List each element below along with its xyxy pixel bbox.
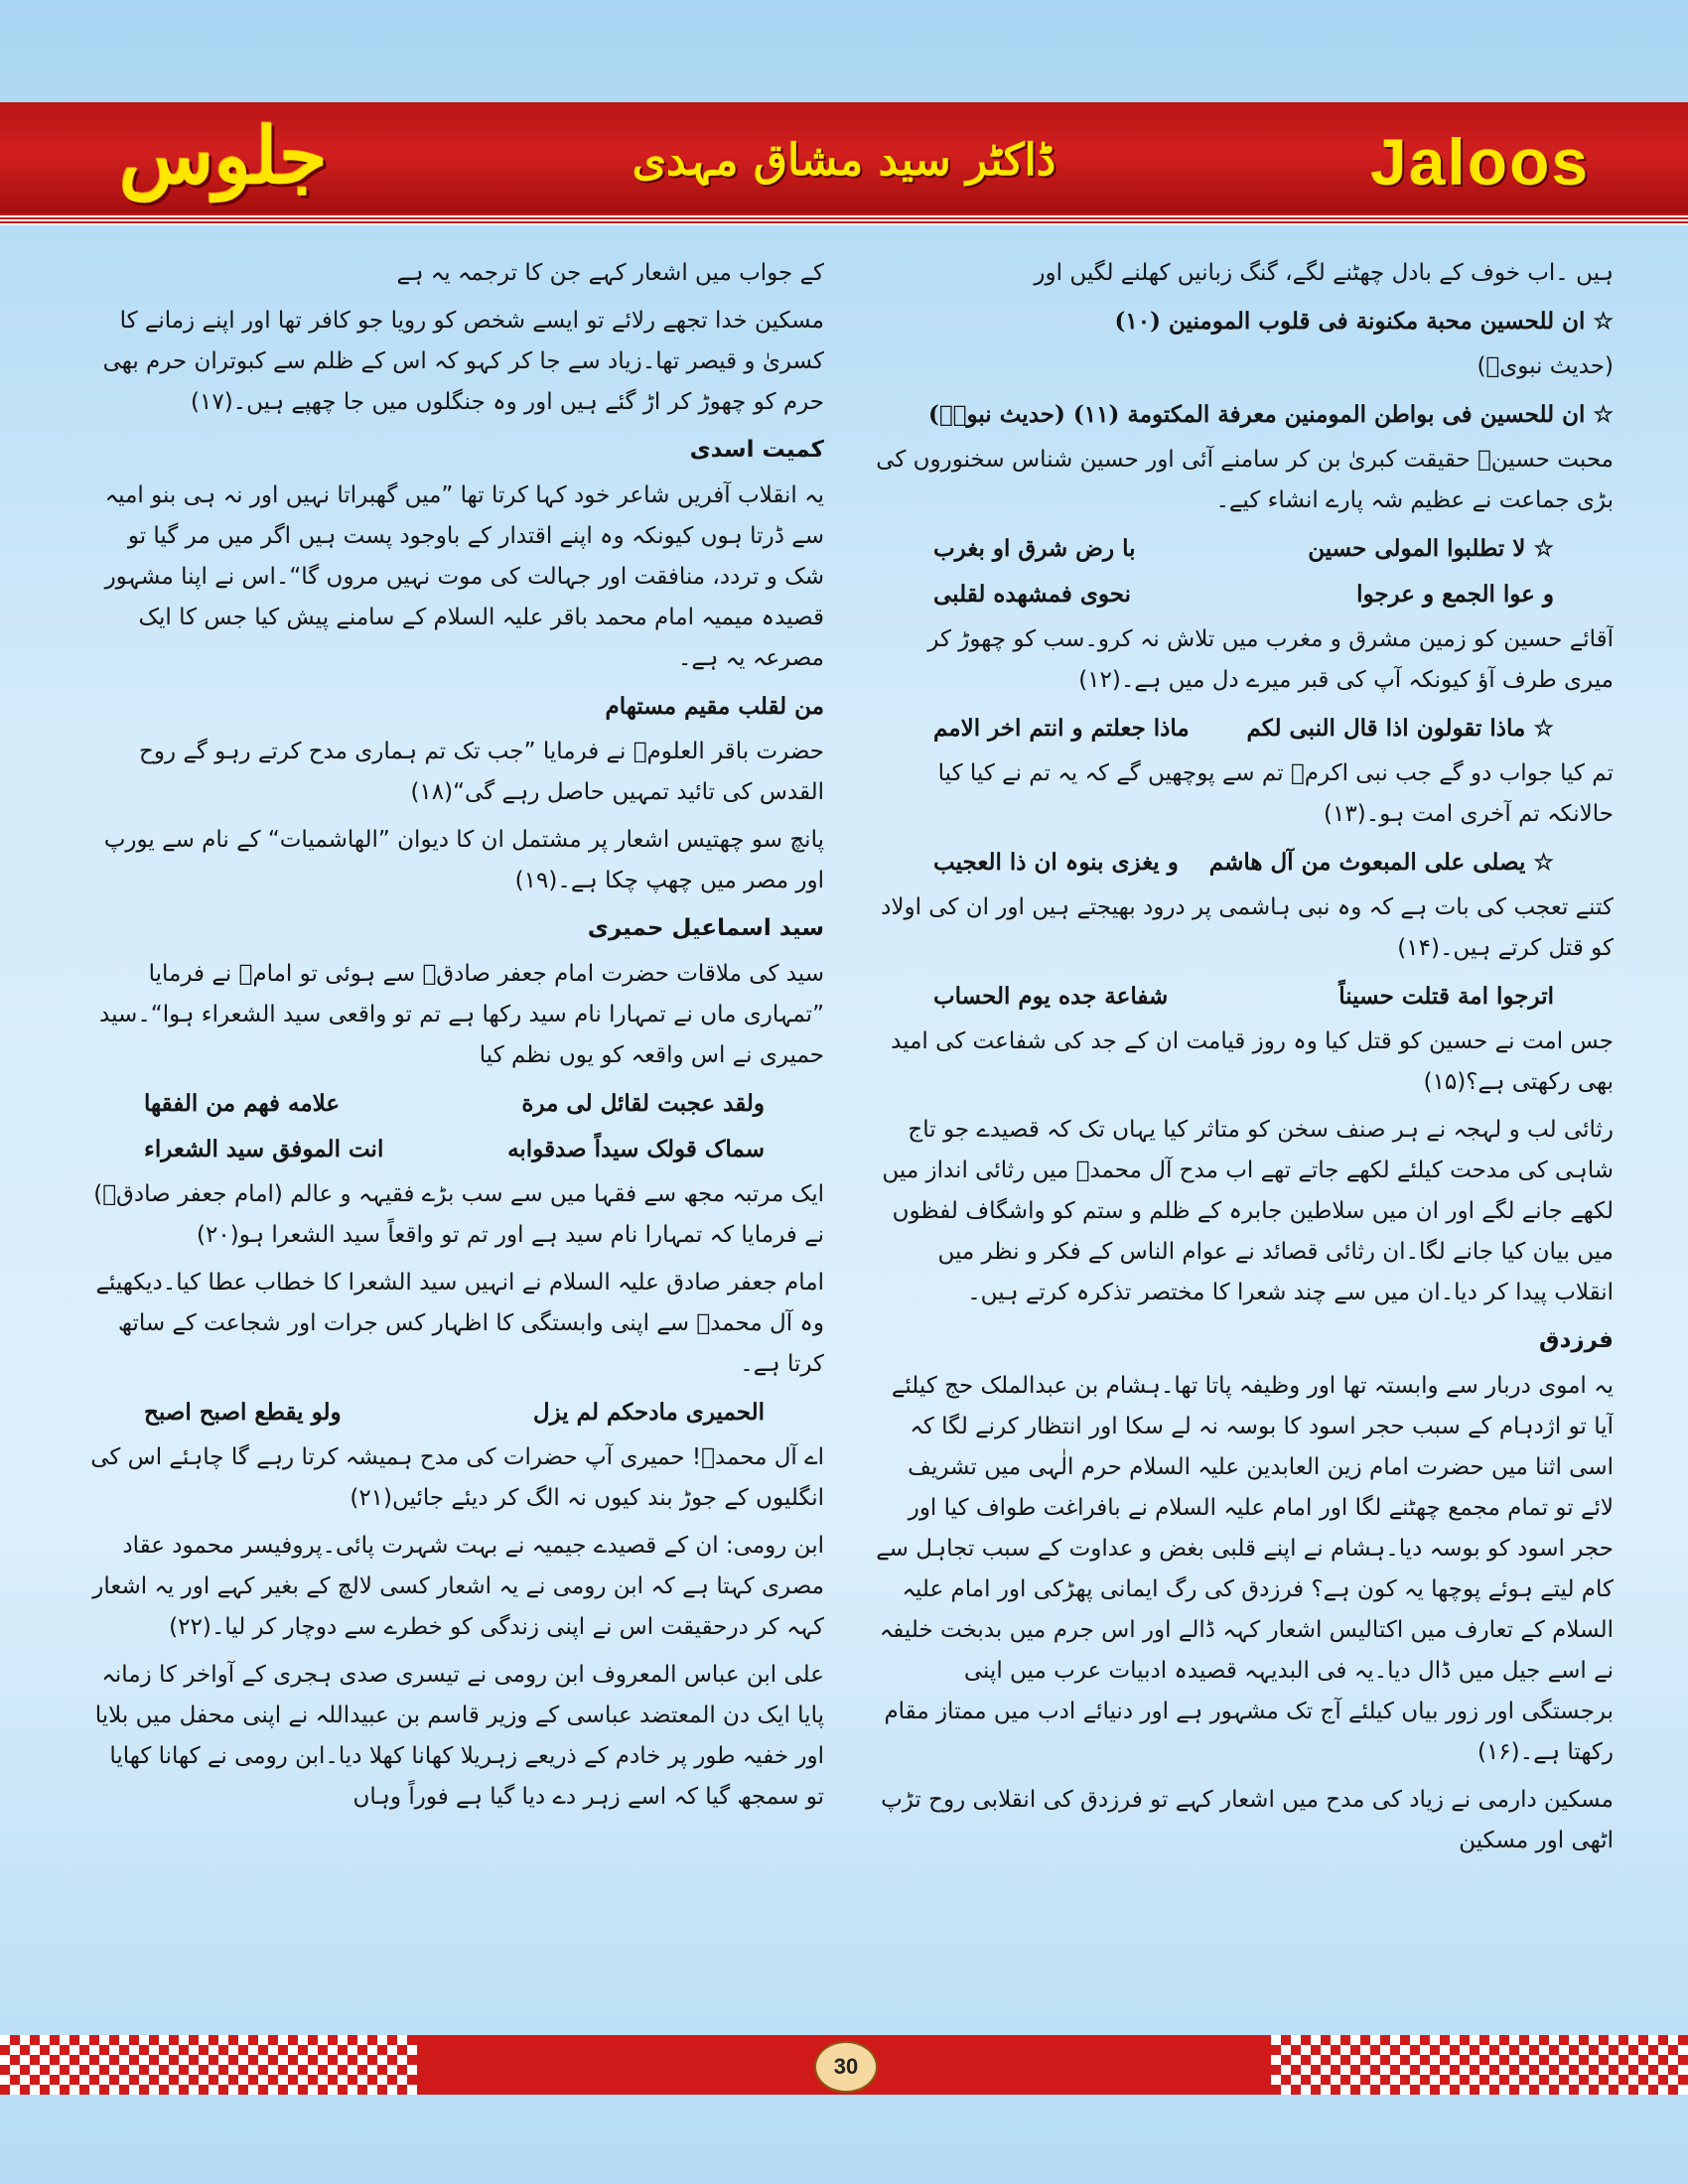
verse-hemistich: ☆ ماذا تقولون اذا قال النبی لکم: [1246, 715, 1554, 742]
arabic-verse: [874, 574, 1614, 614]
paragraph: حضرت باقر العلومؑ نے فرمایا ”جب تک تم ہماری مدح کرتے رہو گے روح القدس کی تائید تمہیں حاصل رہے گی“(۱۸): [139, 739, 824, 805]
verse-hemistich: و یغزی بنوہ ان ذا العجیب: [933, 849, 1179, 876]
verse-hemistich: با رض شرق او بغرب: [933, 535, 1136, 562]
verse-hemistich: الحمیری مادحکم لم یزل: [532, 1399, 765, 1426]
verse-hemistich: ولو یقطع اصبح اصبح: [144, 1399, 342, 1426]
verse-hemistich: علامه فهم من الفقها: [144, 1090, 341, 1117]
arabic-verse: [84, 1129, 824, 1169]
section-heading: فرزدق: [1539, 1327, 1614, 1353]
verse-hemistich: شفاعة جده یوم الحساب: [933, 983, 1169, 1010]
paragraph: امام جعفر صادق علیہ السلام نے انہیں سید الشعرا کا خطاب عطا کیا۔دیکھیئے وہ آل محمدؐ سے اپنی وابستگی کا اظہار کس جرات اور شجاعت کے ساتھ کرتا ہے۔: [95, 1270, 824, 1377]
paragraph: کتنے تعجب کی بات ہے کہ وہ نبی ہاشمی پر درود بھیجتے ہیں اور ان کی اولاد کو قتل کرتے ہیں۔(۱۴): [881, 894, 1614, 961]
paragraph: یہ اموی دربار سے وابستہ تھا اور وظیفہ پاتا تھا۔ہشام بن عبدالملک حج کیلئے آیا تو اژدہام کے سبب حجر اسود کا بوسہ نہ لے سکا اور انتظار کرنے لگا کہ اسی اثنا میں حضرت امام زین العابدین علیہ السلام حرم الٰہی میں تشریف لائے تو تمام مجمع چھٹنے لگا اور امام علیہ السلام نے بافراغت طواف کیا اور حجر اسود کو بوسہ دیا۔ہشام نے اپنے قلبی بغض و عداوت کے سبب تجاہل سے کام لیتے ہوئے پوچھا یہ کون ہے؟ فرزدق کی رگ ایمانی پھڑکی اور امام علیہ السلام کے تعارف میں اکتالیس اشعار کہہ ڈالے اور اس جرم میں بدبخت خلیفہ نے اسے جیل میں ڈال دیا۔یہ فی البدیہہ قصیدہ ادبیات عرب میں اپنی برجستگی اور زور بیاں کیلئے آج تک مشہور ہے اور دنیائے ادب میں ممتاز مقام رکھتا ہے۔(۱۶): [876, 1373, 1614, 1765]
verse-hemistich: و عوا الجمع و عرجوا: [1356, 581, 1554, 608]
magazine-logo-english: Jaloos: [1370, 125, 1591, 199]
article-column-left: [84, 253, 824, 2010]
verse-hemistich: ☆ لا تطلبوا المولی حسین: [1308, 535, 1554, 562]
arabic-quote: من لقلب مقیم مستهام: [605, 693, 824, 720]
page-number: 30: [814, 2041, 878, 2093]
verse-hemistich: سماک قولک سیداً صدقوابه: [507, 1136, 765, 1162]
arabic-verse: [84, 1392, 824, 1433]
verse-hemistich: انت الموفق سید الشعراء: [144, 1136, 384, 1162]
verse-hemistich: ولقد عجبت لقائل لی مرة: [521, 1090, 765, 1117]
paragraph: سید کی ملاقات حضرت امام جعفر صادقؑ سے ہوئی تو امامؑ نے فرمایا ”تمہاری ماں نے تمہارا نام سید رکھا ہے تم تو واقعی سید الشعراء ہوا“۔سید حمیری نے اس واقعہ کو یوں نظم کیا: [99, 961, 824, 1068]
checker-pattern-right: [1271, 2035, 1688, 2095]
arabic-verse: [874, 842, 1614, 883]
paragraph: جس امت نے حسین کو قتل کیا وہ روز قیامت ان کے جد کی شفاعت کی امید بھی رکھتی ہے؟(۱۵): [891, 1028, 1614, 1095]
paragraph: مسکین دارمی نے زیاد کی مدح میں اشعار کہے تو فرزدق کی انقلابی روح تڑپ اٹھی اور مسکین: [881, 1787, 1614, 1853]
arabic-quote: ☆ ان للحسین محبة مکنونة فی قلوب المومنین (۱۰): [1114, 308, 1614, 335]
paragraph: محبت حسینؑ حقیقت کبریٰ بن کر سامنے آئی اور حسین شناس سخنوروں کی بڑی جماعت نے عظیم شہ پارے انشاء کیے۔: [876, 447, 1614, 513]
verse-hemistich: اترجوا امة قتلت حسیناً: [1338, 983, 1554, 1010]
paragraph: مسکین خدا تجھے رلائے تو ایسے شخص کو رویا جو کافر تھا اور اپنے زمانے کا کسریٰ و قیصر تھا۔زیاد سے جا کر کہو کہ اس کے ظلم سے کبوتران حرم بھی حرم کو چھوڑ کر اڑ گئے ہیں اور وہ جنگلوں میں جا چھپے ہیں۔(۱۷): [102, 308, 824, 415]
magazine-logo-urdu: جلوس: [119, 111, 328, 202]
verse-hemistich: ماذا جعلتم و انتم اخر الامم: [933, 715, 1190, 742]
arabic-verse: [874, 976, 1614, 1017]
quote-source: (حدیث نبویؐ): [1477, 353, 1614, 379]
verse-hemistich: نحوی فمشهده لقلبی: [933, 581, 1132, 608]
paragraph: ایک مرتبہ مجھ سے فقہا میں سے سب بڑے فقیہہ و عالم (امام جعفر صادقؑ) نے فرمایا کہ تمہارا نام سید ہے اور تم تو واقعاً سید الشعرا ہو(۲۰): [93, 1181, 824, 1248]
paragraph: علی ابن عباس المعروف ابن رومی نے تیسری صدی ہجری کے آواخر کا زمانہ پایا ایک دن المعتضد عباسی کے وزیر قاسم بن عبیداللہ نے اپنی محفل میں بلایا اور خفیہ طور پر خادم کے ذریعے زہریلا کھانا کھلا دیا۔ابن رومی نے کھانا کھایا تو سمجھ گیا کہ اسے زہر دے دیا گیا ہے فوراً وہاں: [94, 1662, 824, 1810]
paragraph: اے آل محمدؐ! حمیری آپ حضرات کی مدح ہمیشہ کرتا رہے گا چاہئے اس کی انگلیوں کے جوڑ بند کیوں نہ الگ کر دیئے جائیں(۲۱): [90, 1444, 824, 1511]
paragraph: یہ انقلاب آفریں شاعر خود کہا کرتا تھا ”میں گھبراتا نہیں اور نہ ہی بنو امیہ سے ڈرتا ہوں کیونکہ وہ اپنے اقتدار کے باوجود پست ہیں اگر میں مر گیا تو شک و تردد، منافقت اور جہالت کی موت نہیں مروں گا“۔اس نے اپنا مشہور قصیدہ میمیہ امام محمد باقر علیہ السلام کے سامنے پیش کیا جس کا ایک مصرعہ یہ ہے۔: [104, 482, 824, 671]
author-name: ڈاکٹر سید مشاق مہدی: [632, 135, 1056, 186]
paragraph: آقائے حسین کو زمین مشرق و مغرب میں تلاش نہ کرو۔سب کو چھوڑ کر میری طرف آؤ کیونکہ آپ کی قبر میرے دل میں ہے۔(۱۲): [927, 626, 1614, 693]
paragraph: ابن رومی: ان کے قصیدے جیمیہ نے بہت شہرت پائی۔پروفیسر محمود عقاد مصری کہتا ہے کہ ابن رومی نے یہ اشعار کسی لالچ کے بغیر کہے اور یہ اشعار کہہ کر درحقیقت اس نے اپنی زندگی کو خطرے سے دوچار کر لیا۔(۲۲): [92, 1533, 824, 1640]
verse-hemistich: ☆ یصلی علی المبعوث من آل هاشم: [1208, 849, 1554, 876]
paragraph: پانچ سو چھتیس اشعار پر مشتمل ان کا دیوان ”الهاشمیات“ کے نام سے یورپ اور مصر میں چھپ چکا ہے۔(۱۹): [103, 827, 824, 893]
arabic-verse: [874, 528, 1614, 569]
arabic-verse: [874, 708, 1614, 749]
header-stripe: [0, 213, 1688, 225]
checker-pattern-left: [0, 2035, 417, 2095]
section-heading: کمیت اسدی: [689, 437, 824, 463]
article-column-right: [874, 253, 1614, 2010]
arabic-verse: [84, 1083, 824, 1124]
section-heading: سید اسماعیل حمیری: [587, 915, 824, 941]
paragraph: کے جواب میں اشعار کہے جن کا ترجمہ یہ ہے: [396, 260, 824, 286]
paragraph: رثائی لب و لہجہ نے ہر صنف سخن کو متاثر کیا یہاں تک کہ قصیدے جو تاج شاہی کی مدحت کیلئے لکھے جاتے تھے اب مدح آل محمدؐ میں رثائی انداز میں لکھے جانے لگے اور ان میں سلاطین جابرہ کے ظلم و ستم کو واشگاف لفظوں میں بیان کیا جانے لگا۔ان رثائی قصائد نے عوام الناس کے فکر و نظر میں انقلاب پیدا کر دیا۔ان میں سے چند شعرا کا مختصر تذکرہ کرتے ہیں۔: [882, 1117, 1614, 1305]
arabic-quote: ☆ ان للحسین فی بواطن المومنین معرفة المکتومة (۱۱) (حدیث نبویؐ): [927, 401, 1614, 428]
paragraph: تم کیا جواب دو گے جب نبی اکرمؐ تم سے پوچھیں گے کہ یہ تم نے کیا کیا حالانکہ تم آخری امت ہو۔(۱۳): [937, 760, 1614, 827]
paragraph: ہیں ۔اب خوف کے بادل چھٹنے لگے، گنگ زبانیں کھلنے لگیں اور: [1034, 260, 1614, 286]
